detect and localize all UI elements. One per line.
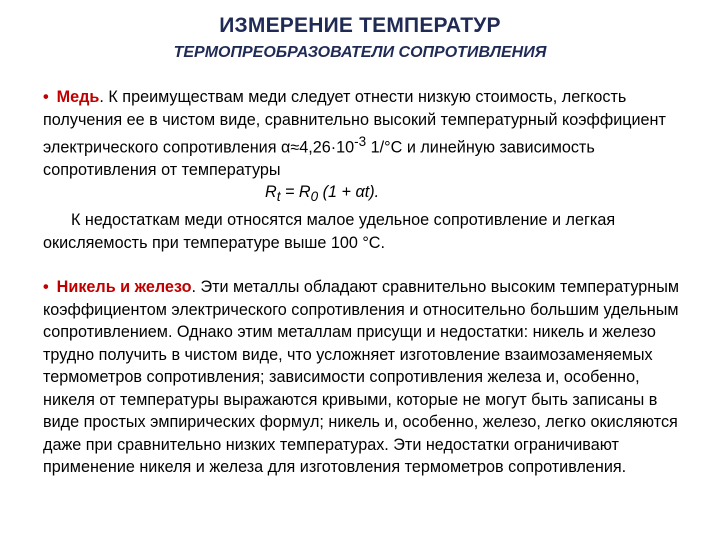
formula-r-sub: t [276,189,281,205]
formula-eq: = R [280,183,311,202]
formula-r0-sub: 0 [310,189,319,205]
copper-keyword: Медь [56,88,100,106]
spacer [43,254,683,276]
formula-rest: (1 + αt). [318,183,380,202]
page-title: ИЗМЕРЕНИЕ ТЕМПЕРАТУР [219,14,501,37]
nickel-text: . Эти металлы обладают сравнительно высоким температурным коэффициентом электрического сопротивления и относительно большим удельным сопротивлением. Однако этим металлам присущи и недостатки: никель и железо трудно получить в чистом виде, что усложняет изготовление взаимозаменяемых термометров сопротивления; зависимости сопротивления железа и, особенно, никеля от температуры выражаются кривыми, которые не могут быть записаны в виде простых эмпирических формул; никель и, особенно, железо, легко окисляются даже при сравнительно низких температурах. Эти недостатки ограничивают применение никеля и железа для изготовления термометров сопротивления. [43,278,679,477]
copper-text-end: 1/°С и линейную зависимость сопротивления от температуры [43,138,595,179]
copper-formula [43,181,683,209]
copper-text: . К преимуществам меди следует отнести низкую стоимость, легкость получения ее в чистом виде, сравнительно высокий температурный коэффициент электрического сопротивления α≈4,26·10 [43,88,666,157]
nickel-keyword: Никель и железо [56,278,192,297]
bullet-icon: • [43,88,49,106]
nickel-paragraph [43,276,683,479]
copper-drawbacks: К недостаткам меди относятся малое удельное сопротивление и легкая окисляемость при температуре выше 100 °С. [43,211,616,252]
formula-r: R [265,183,277,202]
slide-body [43,86,683,479]
bullet-icon: • [43,278,49,297]
copper-paragraph [43,86,683,181]
page-subtitle: ТЕРМОПРЕОБРАЗОВАТЕЛИ СОПРОТИВЛЕНИЯ [173,44,547,61]
copper-exponent: -3 [354,134,367,149]
